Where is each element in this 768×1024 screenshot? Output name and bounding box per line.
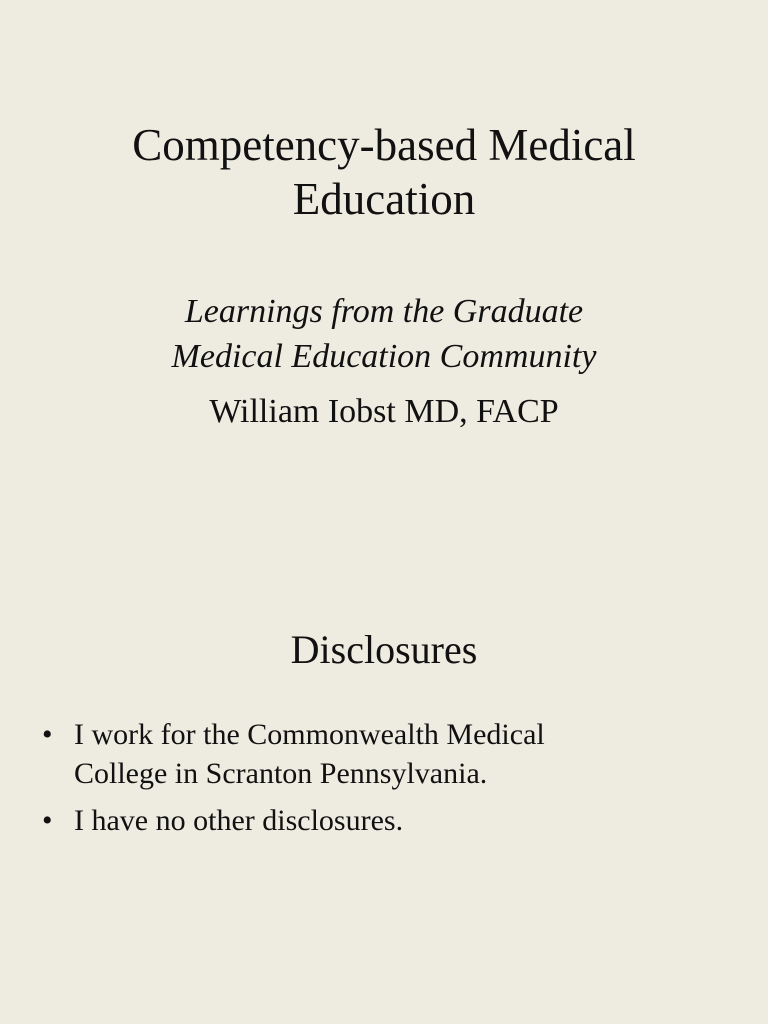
title-slide xyxy=(0,0,768,470)
disclosures-heading: Disclosures xyxy=(290,627,478,672)
slide-title xyxy=(40,118,728,226)
bullet-text-line-1: I have no other disclosures. xyxy=(74,804,404,837)
slide-title-line-1: Competency-based Medical xyxy=(132,120,636,170)
disclosures-list xyxy=(40,715,700,848)
slide-subtitle-line-1: Learnings from the Graduate xyxy=(184,293,584,330)
bullet-text-line-1: I work for the Commonwealth Medical xyxy=(74,718,545,751)
bullet-icon: • xyxy=(42,804,53,837)
bullet-text-line-2: College in Scranton Pennsylvania. xyxy=(74,757,488,790)
list-item xyxy=(40,715,700,793)
list-item xyxy=(40,801,700,840)
author-name: William Iobst MD, FACP xyxy=(209,393,559,430)
slide-title-line-2: Education xyxy=(292,174,476,224)
disclosures-slide xyxy=(0,470,768,1024)
slide-subtitle xyxy=(40,289,728,379)
slide-subtitle-line-2: Medical Education Community xyxy=(171,338,597,375)
bullet-icon: • xyxy=(42,718,53,751)
